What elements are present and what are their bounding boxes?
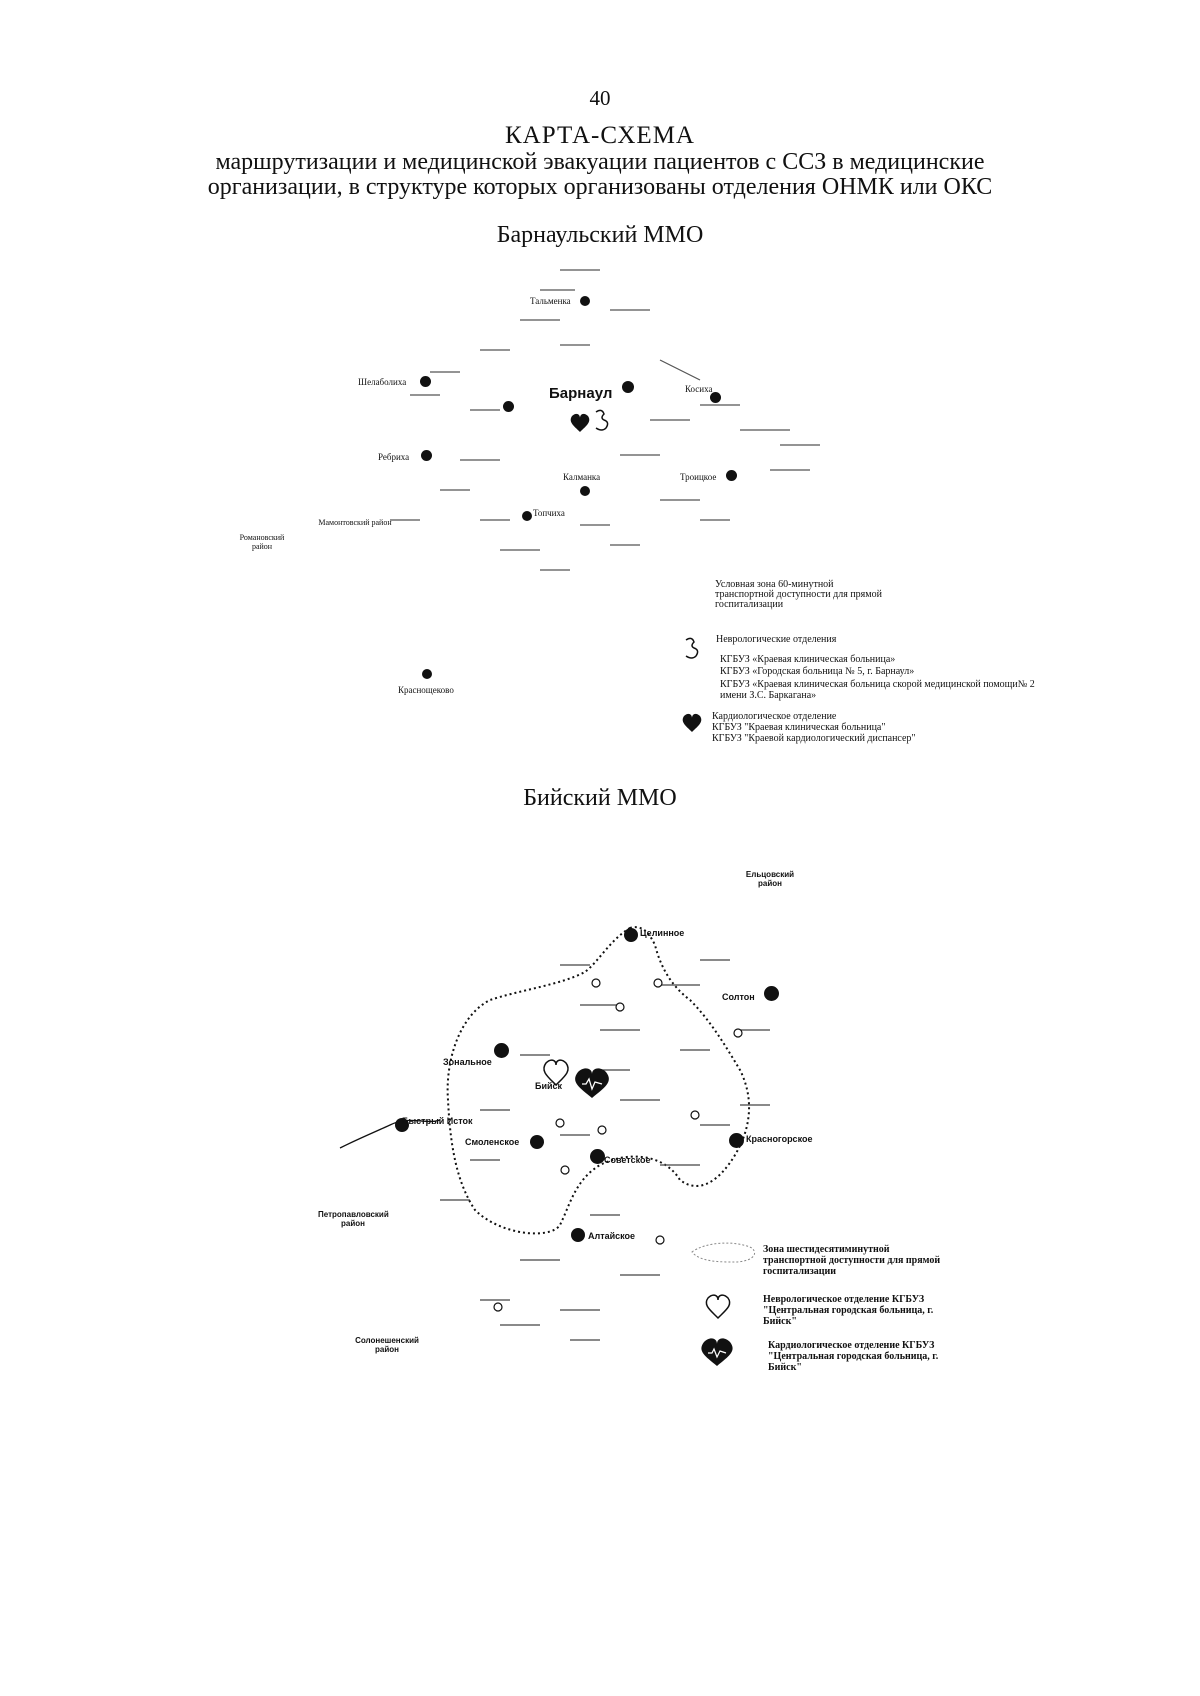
biysk-legend-zone: Зона шестидесятиминутной транспортной доступности для прямой госпитализации	[763, 1244, 941, 1277]
biysk-legend-cardio: Кардиологическое отделение КГБУЗ "Центральная городская больница, г. Бийск"	[768, 1340, 939, 1373]
label-petropavlovsky: Петропавловский район	[318, 1210, 389, 1228]
label-kosikha: Косиха	[685, 384, 713, 394]
label-barnaul: Барнаул	[549, 385, 613, 402]
legend-neuro-heart-outline-icon	[706, 1295, 729, 1318]
label-talmenka: Тальменка	[530, 296, 571, 306]
barnaul-map-heading: Барнаульский ММО	[496, 222, 704, 248]
barnaul-legend-cardio-2: КГБУЗ "Краевой кардиологический диспансер"	[712, 733, 916, 744]
barnaul-legend-neuro-1: КГБУЗ «Краевая клиническая больница»	[720, 654, 896, 665]
label-romanovsky: Романовский район	[239, 533, 285, 551]
label-soloneshensky: Солонешенский район	[355, 1336, 419, 1354]
barnaul-legend-neuro-2: КГБУЗ «Городская больница № 5, г. Барнаул»	[720, 666, 915, 677]
biysk-map-heading: Бийский ММО	[523, 785, 677, 811]
label-altayskoe: Алтайское	[588, 1231, 636, 1241]
page-title: КАРТА-СХЕМА	[505, 122, 695, 149]
page-subtitle-line2: организации, в структуре которых организованы отделения ОНМК или ОКС	[207, 174, 993, 200]
label-smolenskoe: Смоленское	[465, 1137, 520, 1147]
label-krasnogorskoe: Красногорское	[746, 1134, 813, 1144]
label-bystry-istok: Быстрый Исток	[402, 1116, 473, 1126]
label-zonalnoe: Зональное	[443, 1057, 492, 1067]
label-krasnoshchekovo: Краснощеково	[398, 685, 454, 695]
label-sovetskoe: Советское	[604, 1155, 651, 1165]
barnaul-legend-cardio-title: Кардиологическое отделение	[712, 711, 837, 722]
label-soltona: Солтон	[722, 992, 755, 1002]
barnaul-legend-neuro-3: КГБУЗ «Краевая клиническая больница скорой медицинской помощи№ 2 имени З.С. Баркагана»	[720, 679, 1035, 701]
label-mamontovsky: Мамонтовский район	[318, 518, 392, 527]
page-subtitle-line1: маршрутизации и медицинской эвакуации пациентов с ССЗ в медицинские	[215, 149, 985, 175]
label-eltsovsky: Ельцовский район	[745, 870, 795, 888]
biysk-legend-neuro: Неврологическое отделение КГБУЗ "Центральная городская больница, г. Бийск"	[763, 1294, 934, 1327]
label-troitskoe: Троицкое	[680, 472, 717, 482]
legend-zone-icon	[692, 1243, 755, 1262]
barnaul-legend-neuro-title: Неврологические отделения	[716, 634, 837, 645]
barnaul-legend-cardio-1: КГБУЗ "Краевая клиническая больница"	[712, 722, 886, 733]
label-tselinnoe: Целинное	[640, 928, 685, 938]
label-rebrikha: Ребриха	[378, 452, 410, 462]
label-shelabolikha: Шелаболиха	[358, 377, 407, 387]
page-number: 40	[589, 86, 611, 110]
barnaul-legend-zone: Условная зона 60-минутной транспортной доступности для прямой госпитализации	[715, 579, 882, 610]
label-topchikha: Топчиха	[533, 508, 565, 518]
legend-cardio-heart-icon	[701, 1338, 732, 1366]
label-biysk: Бийск	[535, 1081, 563, 1091]
label-kalmanka: Калманка	[563, 472, 601, 482]
